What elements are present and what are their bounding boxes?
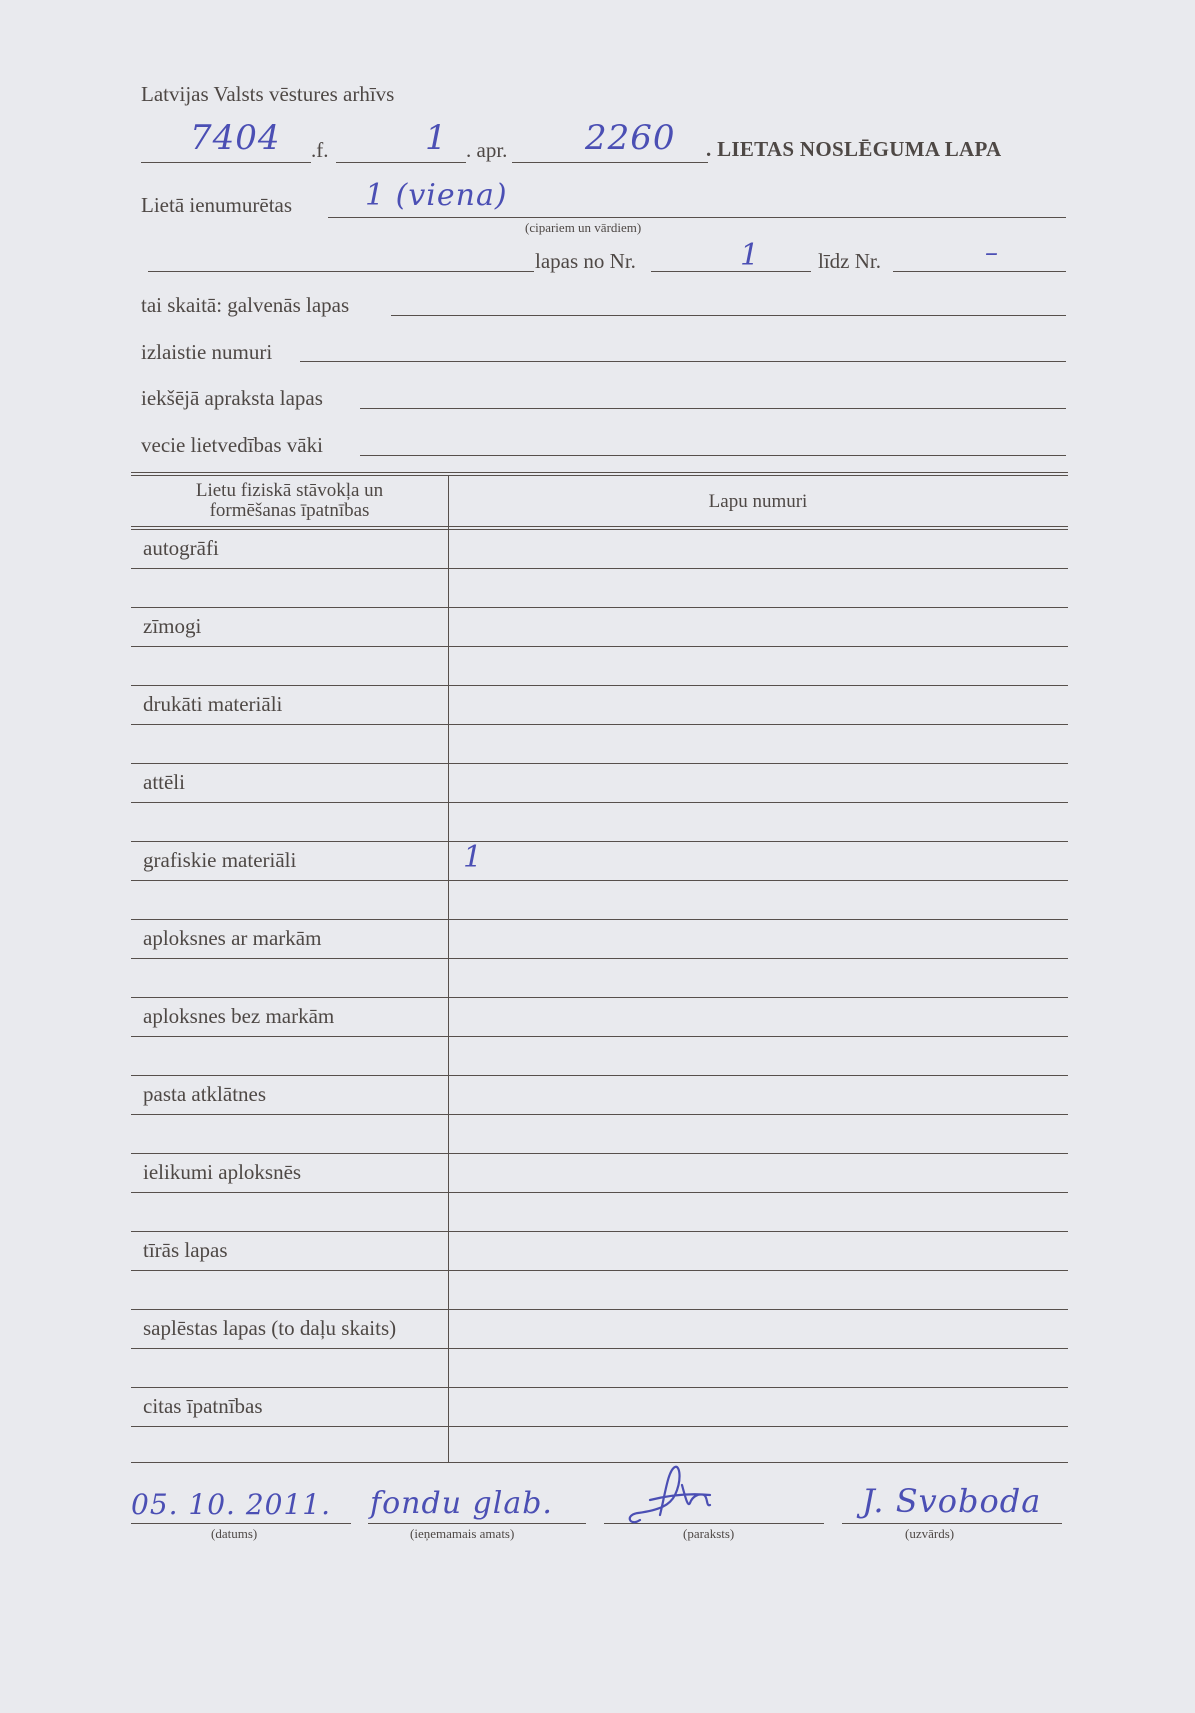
row-line bbox=[131, 568, 1068, 569]
table-top-border bbox=[131, 472, 1068, 473]
column-header-condition bbox=[131, 481, 448, 521]
to-label: līdz Nr. bbox=[818, 249, 881, 273]
file-number: 2260 bbox=[585, 118, 676, 158]
row-line bbox=[131, 1426, 1068, 1427]
table-row-label: drukāti materiāli bbox=[143, 692, 283, 716]
inventory-pages-label: iekšējā apraksta lapas bbox=[141, 386, 323, 410]
table-row-label: pasta atklātnes bbox=[143, 1082, 267, 1106]
old-covers-line bbox=[360, 455, 1066, 456]
to-line bbox=[893, 271, 1066, 272]
from-line bbox=[651, 271, 811, 272]
fund-suffix: .f. bbox=[311, 138, 329, 162]
position-caption: (ieņemamais amats) bbox=[410, 1526, 515, 1541]
table-row-label: tīrās lapas bbox=[143, 1238, 228, 1262]
table-top-border-inner bbox=[131, 475, 1068, 476]
table-row-label: citas īpatnības bbox=[143, 1394, 263, 1418]
row-line bbox=[131, 919, 1068, 920]
row-line bbox=[131, 1348, 1068, 1349]
main-pages-line bbox=[391, 315, 1066, 316]
table-header-border-inner bbox=[131, 529, 1068, 530]
table-column-divider bbox=[448, 475, 449, 1462]
table-row-label: attēli bbox=[143, 770, 185, 794]
row-line bbox=[131, 763, 1068, 764]
sheet-title: . LIETAS NOSLĒGUMA LAPA bbox=[706, 137, 1002, 161]
fund-number: 7404 bbox=[190, 118, 281, 158]
row-line bbox=[131, 880, 1068, 881]
surname-line bbox=[842, 1523, 1062, 1524]
signature-caption: (paraksts) bbox=[683, 1526, 735, 1541]
row-line bbox=[131, 1075, 1068, 1076]
position-line bbox=[368, 1523, 586, 1524]
inventory-pages-line bbox=[360, 408, 1066, 409]
row-line bbox=[131, 1192, 1068, 1193]
column-header-page-numbers: Lapu numuri bbox=[708, 491, 808, 512]
excluded-line bbox=[300, 361, 1066, 362]
pages-blank-line bbox=[148, 271, 534, 272]
date-line bbox=[131, 1523, 351, 1524]
excluded-label: izlaistie numuri bbox=[141, 340, 273, 364]
column-header-condition-line1: Lietu fiziskā stāvokļa un bbox=[195, 480, 384, 501]
table-row-label: aploksnes bez markām bbox=[143, 1004, 335, 1028]
row-line bbox=[131, 1114, 1068, 1115]
row-line bbox=[131, 997, 1068, 998]
signature-image bbox=[620, 1455, 760, 1535]
surname-value: J. Svoboda bbox=[862, 1482, 1042, 1520]
numbered-pages-value: 1 (viena) bbox=[365, 178, 508, 213]
row-line bbox=[131, 841, 1068, 842]
old-covers-label: vecie lietvedības vāki bbox=[141, 433, 323, 457]
table-bottom-border bbox=[131, 1462, 1068, 1463]
row-line bbox=[131, 958, 1068, 959]
table-row-label: zīmogi bbox=[143, 614, 202, 638]
table-row-label: aploksnes ar markām bbox=[143, 926, 322, 950]
graphic-pages-value: 1 bbox=[463, 840, 484, 875]
table-row-label: autogrāfi bbox=[143, 536, 219, 560]
file-line bbox=[512, 162, 708, 163]
row-line bbox=[131, 685, 1068, 686]
row-line bbox=[131, 1270, 1068, 1271]
row-line bbox=[131, 802, 1068, 803]
row-line bbox=[131, 1231, 1068, 1232]
pages-from-label: lapas no Nr. bbox=[535, 249, 636, 273]
surname-caption: (uzvārds) bbox=[905, 1526, 955, 1541]
inventory-line bbox=[336, 162, 466, 163]
date-caption: (datums) bbox=[211, 1526, 258, 1541]
main-pages-label: tai skaitā: galvenās lapas bbox=[141, 293, 350, 317]
row-line bbox=[131, 1153, 1068, 1154]
row-line bbox=[131, 1387, 1068, 1388]
row-line bbox=[131, 724, 1068, 725]
table-row-label: saplēstas lapas (to daļu skaits) bbox=[143, 1316, 397, 1340]
row-line bbox=[131, 646, 1068, 647]
numbered-hint: (cipariem un vārdiem) bbox=[525, 220, 642, 235]
table-row-label: ielikumi aploksnēs bbox=[143, 1160, 302, 1184]
numbered-label: Lietā ienumurētas bbox=[141, 193, 293, 217]
to-number: – bbox=[985, 238, 999, 268]
numbered-line bbox=[328, 217, 1066, 218]
column-header-condition-line2: formēšanas īpatnības bbox=[209, 500, 370, 521]
inventory-number: 1 bbox=[425, 118, 448, 158]
fund-line bbox=[141, 162, 311, 163]
archive-name: Latvijas Valsts vēstures arhīvs bbox=[141, 82, 395, 106]
date-value: 05. 10. 2011. bbox=[131, 1488, 332, 1521]
row-line bbox=[131, 607, 1068, 608]
position-value: fondu glab. bbox=[370, 1486, 553, 1521]
row-line bbox=[131, 1309, 1068, 1310]
inventory-suffix: . apr. bbox=[466, 138, 508, 162]
table-row-label: grafiskie materiāli bbox=[143, 848, 297, 872]
from-number: 1 bbox=[740, 238, 761, 273]
row-line bbox=[131, 1036, 1068, 1037]
table-header-border bbox=[131, 526, 1068, 527]
